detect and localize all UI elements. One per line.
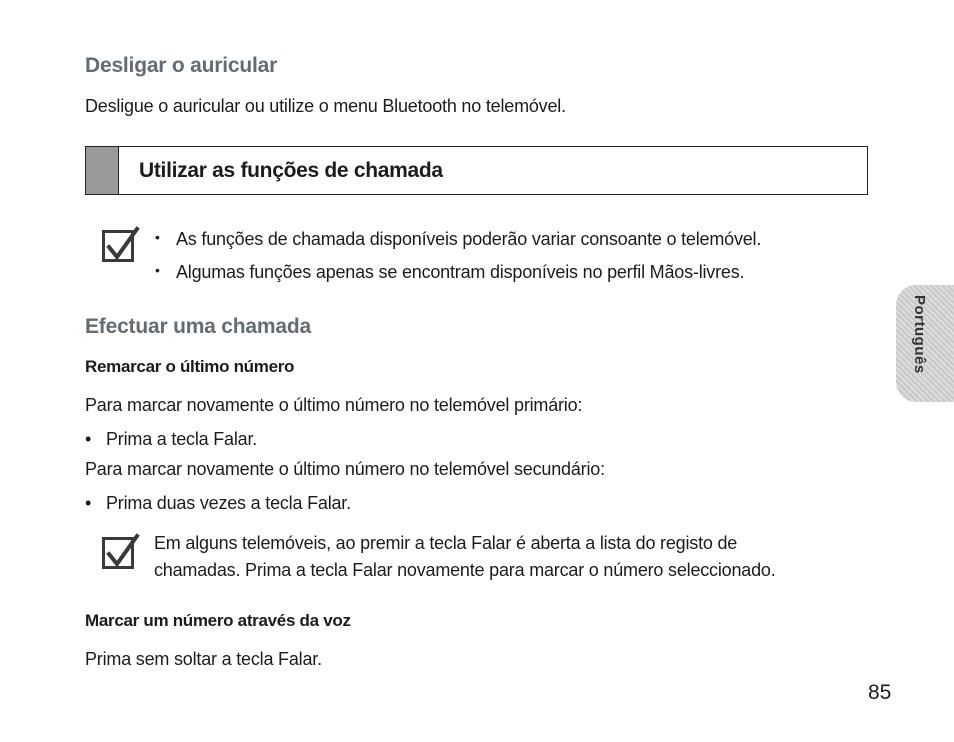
- page-number: 85: [868, 681, 892, 704]
- checkbox-note-icon: [102, 230, 134, 262]
- text-marcar-voz: Prima sem soltar a tecla Falar.: [85, 649, 322, 669]
- bullet-marker: •: [85, 429, 92, 449]
- note2-line-1: Em alguns telemóveis, ao premir a tecla Falar é aberta a lista do registo de: [154, 533, 738, 553]
- note1-bullet-2: Algumas funções apenas se encontram disponíveis no perfil Mãos-livres.: [176, 262, 745, 282]
- language-label: Português: [911, 295, 928, 374]
- bullet-marker: •: [85, 493, 92, 513]
- note2-line-2: chamadas. Prima a tecla Falar novamente para marcar o número seleccionado.: [154, 560, 776, 580]
- note1-bullet-1: As funções de chamada disponíveis poderão variar consoante o telemóvel.: [176, 229, 762, 249]
- bullet-marker: •: [155, 262, 160, 278]
- checkmark-icon: [103, 225, 141, 265]
- text-remarcar-secundario: Para marcar novamente o último número no telemóvel secundário:: [85, 459, 605, 479]
- section-title-tab: [86, 147, 119, 194]
- subheading-marcar-voz: Marcar um número através da voz: [85, 611, 351, 630]
- text-remarcar-primario: Para marcar novamente o último número no telemóvel primário:: [85, 395, 583, 415]
- language-side-tab: [896, 285, 954, 402]
- section-title: Utilizar as funções de chamada: [139, 159, 443, 182]
- section-heading-efectuar: Efectuar uma chamada: [85, 315, 311, 338]
- section-text-desligar: Desligue o auricular ou utilize o menu Bluetooth no telemóvel.: [85, 96, 566, 116]
- section-title-box: [85, 146, 868, 195]
- subheading-remarcar: Remarcar o último número: [85, 357, 295, 376]
- checkmark-icon: [103, 532, 141, 572]
- bullet-prima-duas-vezes: Prima duas vezes a tecla Falar.: [106, 493, 351, 513]
- section-heading-desligar: Desligar o auricular: [85, 54, 278, 77]
- bullet-marker: •: [155, 229, 160, 245]
- bullet-prima-falar: Prima a tecla Falar.: [106, 429, 258, 449]
- checkbox-note-icon: [102, 537, 134, 569]
